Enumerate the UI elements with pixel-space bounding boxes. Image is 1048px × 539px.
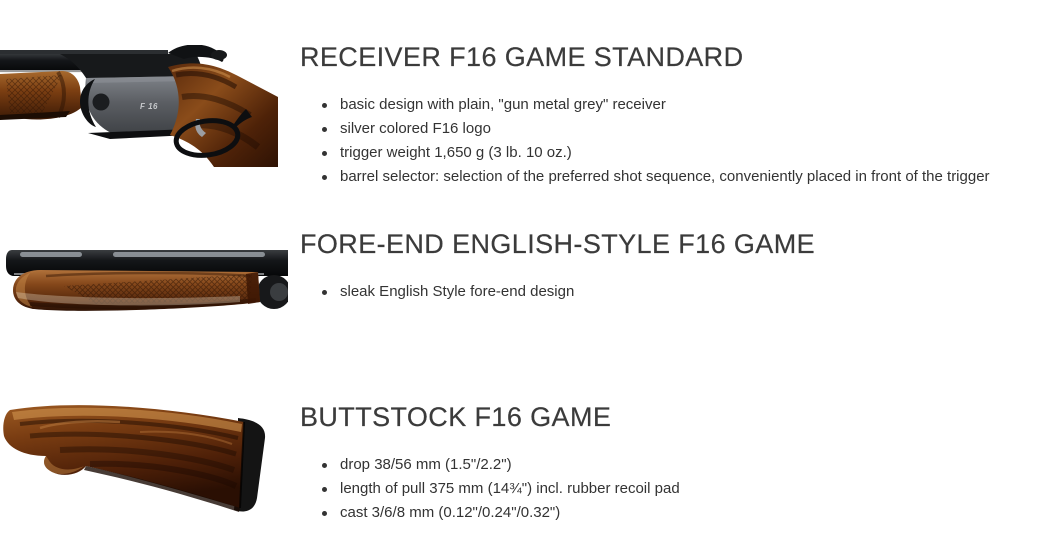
fore-end-title: FORE-END ENGLISH-STYLE F16 GAME — [300, 229, 815, 259]
feature-bullet: length of pull 375 mm (14¾") incl. rubber recoil pad — [322, 477, 1048, 501]
fore-end-photo — [0, 246, 288, 316]
buttstock-feature-list — [300, 453, 1048, 525]
fore-end-illustration — [0, 246, 288, 316]
section-receiver — [300, 42, 1048, 189]
receiver-photo — [0, 45, 278, 167]
feature-bullet: basic design with plain, "gun metal grey" receiver — [322, 93, 1048, 117]
fore-end-feature-list — [300, 280, 1048, 304]
feature-bullet: silver colored F16 logo — [322, 117, 1048, 141]
feature-bullet: trigger weight 1,650 g (3 lb. 10 oz.) — [322, 141, 1048, 165]
section-buttstock — [300, 402, 1048, 525]
buttstock-title: BUTTSTOCK F16 GAME — [300, 402, 612, 432]
receiver-illustration — [0, 45, 278, 167]
f16-logo-text: F 16 — [140, 102, 159, 111]
buttstock-photo — [0, 398, 275, 518]
feature-bullet: sleak English Style fore-end design — [322, 280, 1048, 304]
receiver-feature-list — [300, 93, 1048, 189]
feature-bullet: barrel selector: selection of the preferred shot sequence, conveniently placed in front of the trigger — [322, 165, 1048, 189]
feature-bullet: drop 38/56 mm (1.5"/2.2") — [322, 453, 1048, 477]
section-fore-end — [300, 229, 1048, 304]
feature-bullet: cast 3/6/8 mm (0.12"/0.24"/0.32") — [322, 501, 1048, 525]
buttstock-illustration — [0, 398, 275, 518]
receiver-title: RECEIVER F16 GAME STANDARD — [300, 42, 744, 72]
